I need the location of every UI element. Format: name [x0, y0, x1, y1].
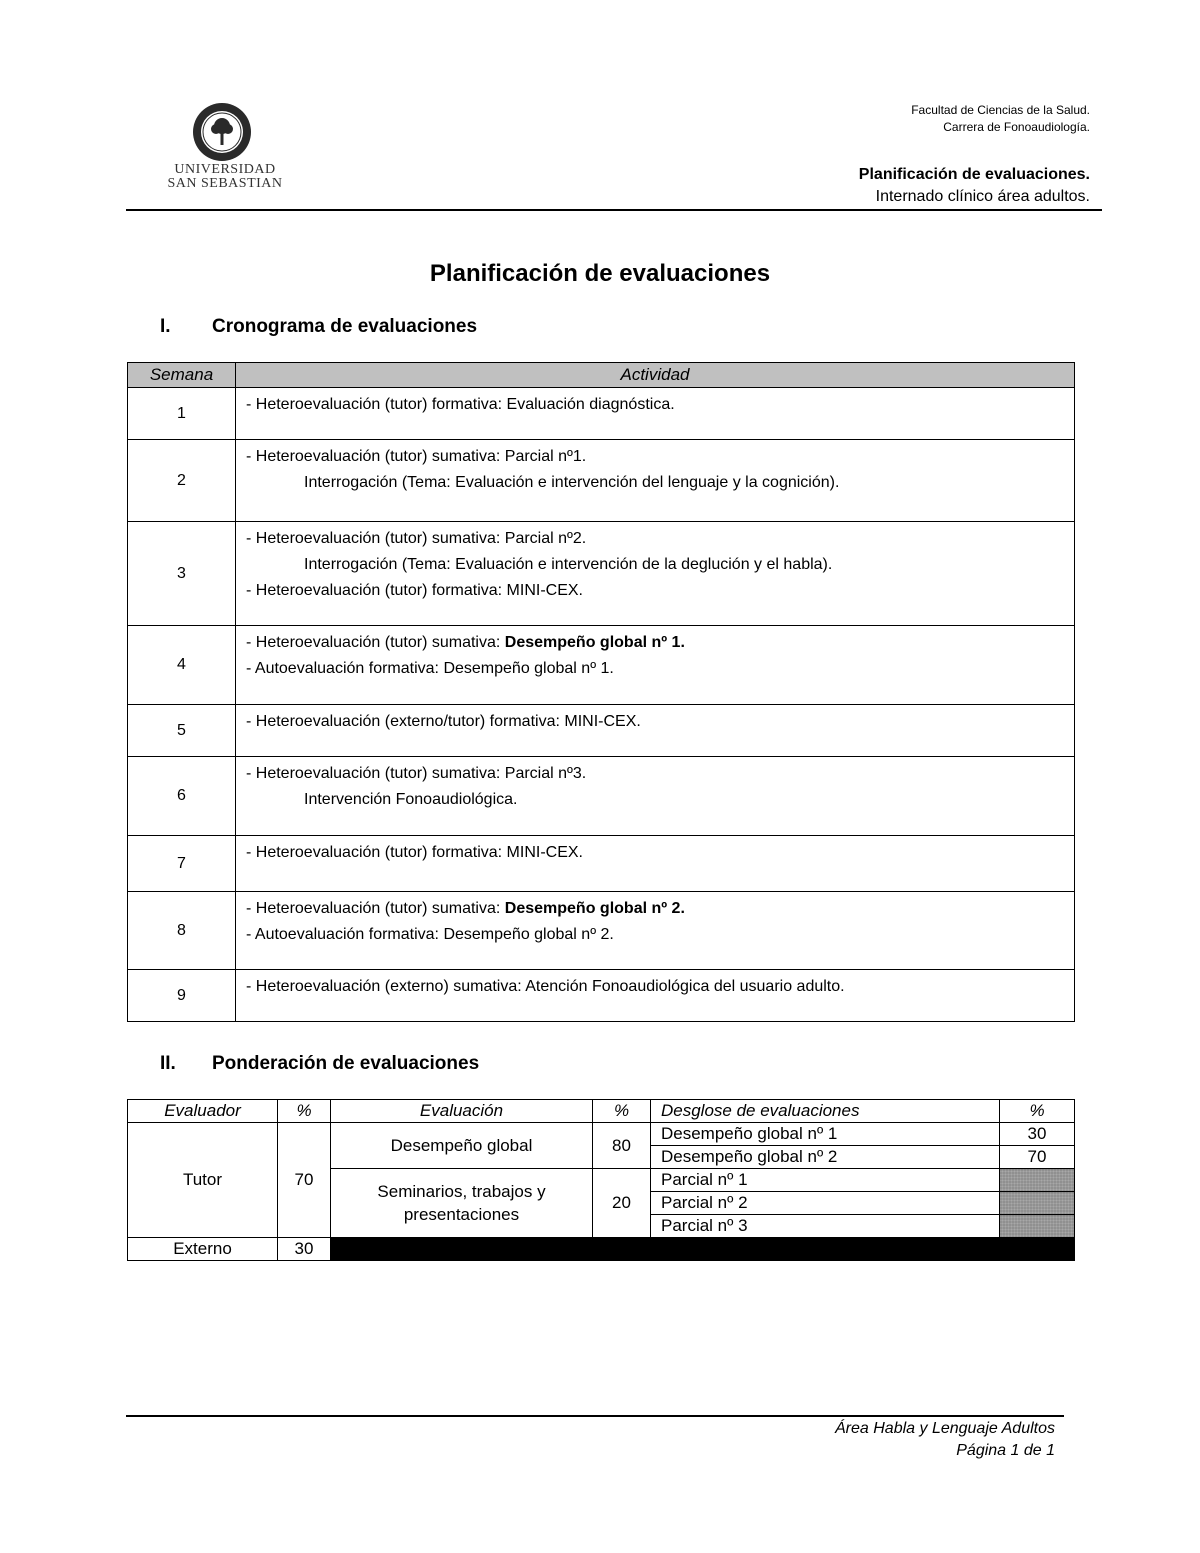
header-institution	[911, 102, 1090, 136]
table-row	[128, 626, 1075, 705]
external-pct-cell: 30	[278, 1238, 331, 1261]
activity-cell	[236, 757, 1075, 836]
activity-text: Intervención Fonoaudiológica.	[304, 791, 518, 808]
week-cell: 2	[128, 440, 236, 522]
breakdown-item: Parcial nº 3	[651, 1215, 1000, 1238]
activity-text: - Heteroevaluación (tutor) sumativa:	[246, 900, 505, 917]
activity-line	[246, 444, 1064, 470]
activity-text: - Heteroevaluación (tutor) formativa: MINI-CEX.	[246, 582, 583, 599]
breakdown-pct: 70	[1000, 1146, 1075, 1169]
document-title: Planificación de evaluaciones	[429, 260, 771, 287]
activity-cell	[236, 970, 1075, 1022]
evaluator-pct-header: %	[278, 1100, 331, 1123]
breakdown-pct-header: %	[1000, 1100, 1075, 1123]
week-cell: 9	[128, 970, 236, 1022]
activity-cell	[236, 892, 1075, 970]
week-cell: 1	[128, 388, 236, 440]
table-row	[128, 970, 1075, 1022]
activity-text: - Heteroevaluación (externo/tutor) formativa: MINI-CEX.	[246, 713, 641, 730]
logo-line-1: UNIVERSIDAD	[174, 162, 276, 177]
section-number: I.	[160, 316, 171, 337]
activity-line	[246, 470, 1064, 496]
section-title: Cronograma de evaluaciones	[212, 316, 478, 337]
activity-cell	[236, 705, 1075, 757]
shaded-cell	[1000, 1192, 1075, 1215]
activity-line	[246, 787, 1064, 813]
weighting-header-row	[128, 1100, 1075, 1123]
footer	[835, 1418, 1055, 1462]
activity-line	[246, 709, 1064, 735]
activity-line	[246, 392, 1064, 418]
tutor-cell: Tutor	[128, 1123, 278, 1238]
activity-text: - Heteroevaluación (tutor) formativa: MINI-CEX.	[246, 844, 583, 861]
activity-line	[246, 922, 1064, 948]
activity-line	[246, 761, 1064, 787]
weighting-table	[127, 1099, 1075, 1261]
activity-line	[246, 974, 1064, 1000]
activity-column-header: Actividad	[236, 363, 1075, 388]
header-subtitle: Internado clínico área adultos.	[875, 188, 1090, 205]
breakdown-header: Desglose de evaluaciones	[651, 1100, 1000, 1123]
faculty-name: Facultad de Ciencias de la Salud.	[911, 103, 1090, 117]
activity-cell	[236, 836, 1075, 892]
activity-text: Interrogación (Tema: Evaluación e intervención del lenguaje y la cognición).	[304, 474, 840, 491]
breakdown-item: Desempeño global nº 1	[651, 1123, 1000, 1146]
university-seal-icon	[192, 102, 252, 162]
table-row	[128, 440, 1075, 522]
breakdown-item: Parcial nº 2	[651, 1192, 1000, 1215]
table-row	[128, 522, 1075, 626]
global-performance-cell: Desempeño global	[331, 1123, 593, 1169]
evaluation-pct-header: %	[593, 1100, 651, 1123]
footer-divider	[126, 1415, 1064, 1417]
section-heading-schedule	[160, 316, 477, 338]
activity-line	[246, 630, 1064, 656]
activity-text: Interrogación (Tema: Evaluación e intervención de la deglución y el habla).	[304, 556, 833, 573]
week-cell: 7	[128, 836, 236, 892]
activity-highlight: Desempeño global nº 2.	[504, 900, 685, 917]
evaluation-header: Evaluación	[331, 1100, 593, 1123]
header-divider	[126, 209, 1102, 211]
external-cell: Externo	[128, 1238, 278, 1261]
breakdown-pct: 30	[1000, 1123, 1075, 1146]
activity-cell	[236, 626, 1075, 705]
activity-text: - Heteroevaluación (tutor) sumativa: Parcial nº1.	[246, 448, 587, 465]
table-row	[128, 1238, 1075, 1261]
evaluator-header: Evaluador	[128, 1100, 278, 1123]
activity-cell	[236, 522, 1075, 626]
table-row	[128, 836, 1075, 892]
section-heading-weighting	[160, 1053, 479, 1075]
seminars-pct-cell: 20	[593, 1169, 651, 1238]
table-row	[128, 388, 1075, 440]
activity-line	[246, 840, 1064, 866]
breakdown-item: Parcial nº 1	[651, 1169, 1000, 1192]
activity-text: - Heteroevaluación (externo) sumativa: Atención Fonoaudiológica del usuario adulto.	[246, 978, 845, 995]
schedule-table	[127, 362, 1075, 1022]
activity-line	[246, 896, 1064, 922]
activity-text: - Heteroevaluación (tutor) formativa: Evaluación diagnóstica.	[246, 396, 675, 413]
footer-page: Página 1 de 1	[956, 1442, 1055, 1459]
tutor-pct-cell: 70	[278, 1123, 331, 1238]
activity-line	[246, 578, 1064, 604]
activity-highlight: Desempeño global nº 1.	[504, 634, 685, 651]
activity-line	[246, 656, 1064, 682]
logo-line-2: SAN SEBASTIAN	[167, 176, 283, 191]
activity-text: - Heteroevaluación (tutor) sumativa: Parcial nº3.	[246, 765, 587, 782]
week-cell: 6	[128, 757, 236, 836]
seminars-cell: Seminarios, trabajos y presentaciones	[331, 1169, 593, 1238]
table-row	[128, 705, 1075, 757]
week-cell: 5	[128, 705, 236, 757]
week-cell: 4	[128, 626, 236, 705]
section-title: Ponderación de evaluaciones	[212, 1053, 480, 1074]
table-row	[128, 757, 1075, 836]
week-cell: 3	[128, 522, 236, 626]
global-performance-pct-cell: 80	[593, 1123, 651, 1169]
footer-area: Área Habla y Lenguaje Adultos	[835, 1420, 1055, 1437]
activity-text: - Autoevaluación formativa: Desempeño global nº 2.	[246, 926, 614, 943]
header-title: Planificación de evaluaciones.	[858, 166, 1090, 183]
university-logo	[160, 100, 290, 195]
section-number: II.	[160, 1053, 176, 1074]
schedule-header-row	[128, 363, 1075, 388]
shaded-cell	[1000, 1169, 1075, 1192]
breakdown-item: Desempeño global nº 2	[651, 1146, 1000, 1169]
activity-text: - Autoevaluación formativa: Desempeño global nº 1.	[246, 660, 614, 677]
shaded-cell	[1000, 1215, 1075, 1238]
table-row	[128, 1123, 1075, 1146]
activity-text: - Heteroevaluación (tutor) sumativa:	[246, 634, 505, 651]
week-column-header: Semana	[128, 363, 236, 388]
activity-cell	[236, 388, 1075, 440]
activity-line	[246, 552, 1064, 578]
activity-text: - Heteroevaluación (tutor) sumativa: Parcial nº2.	[246, 530, 587, 547]
activity-line	[246, 526, 1064, 552]
week-cell: 8	[128, 892, 236, 970]
table-row	[128, 892, 1075, 970]
activity-cell	[236, 440, 1075, 522]
career-name: Carrera de Fonoaudiología.	[943, 120, 1090, 134]
blacked-out-cell	[331, 1238, 1075, 1261]
